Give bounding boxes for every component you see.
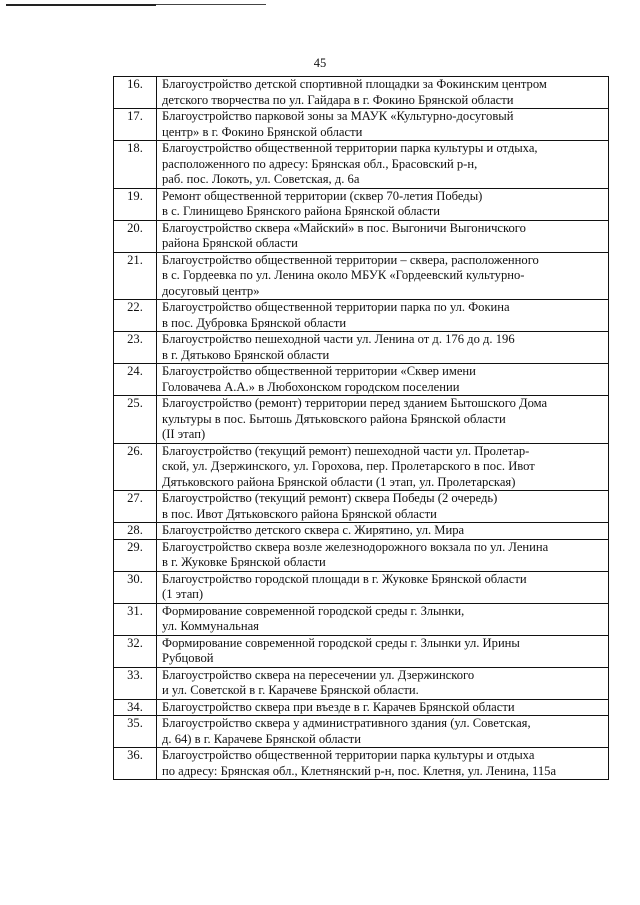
row-number: 18. bbox=[114, 141, 157, 189]
table-row bbox=[114, 364, 609, 396]
row-number: 35. bbox=[114, 716, 157, 748]
row-number: 28. bbox=[114, 523, 157, 540]
table-row bbox=[114, 603, 609, 635]
table-row bbox=[114, 748, 609, 780]
row-number: 31. bbox=[114, 603, 157, 635]
table-row bbox=[114, 443, 609, 491]
row-description: Благоустройство городской площади в г. Жуковке Брянской области (1 этап) bbox=[157, 571, 609, 603]
row-description: Благоустройство сквера у административного здания (ул. Советская, д. 64) в г. Карачеве Брянской области bbox=[157, 716, 609, 748]
row-description: Благоустройство общественной территории парка культуры и отдыха по адресу: Брянская обл., Клетнянский р-н, пос. Клетня, ул. Ленина, 115а bbox=[157, 748, 609, 780]
row-description: Благоустройство общественной территории парка по ул. Фокина в пос. Дубровка Брянской области bbox=[157, 300, 609, 332]
row-number: 23. bbox=[114, 332, 157, 364]
row-number: 22. bbox=[114, 300, 157, 332]
row-description: Благоустройство сквера «Майский» в пос. Выгоничи Выгоничского района Брянской области bbox=[157, 220, 609, 252]
row-number: 17. bbox=[114, 109, 157, 141]
table-row bbox=[114, 252, 609, 300]
table-row bbox=[114, 571, 609, 603]
table-row bbox=[114, 77, 609, 109]
row-description: Благоустройство сквера на пересечении ул. Дзержинского и ул. Советской в г. Карачеве Брянской области. bbox=[157, 667, 609, 699]
row-description: Благоустройство (ремонт) территории перед зданием Бытошского Дома культуры в пос. Бытошь Дятьковского района Брянской области (II этап) bbox=[157, 396, 609, 444]
row-number: 20. bbox=[114, 220, 157, 252]
row-number: 21. bbox=[114, 252, 157, 300]
row-description: Благоустройство (текущий ремонт) сквера Победы (2 очередь) в пос. Ивот Дятьковского района Брянской области bbox=[157, 491, 609, 523]
row-number: 24. bbox=[114, 364, 157, 396]
page-number: 45 bbox=[313, 56, 327, 70]
row-number: 27. bbox=[114, 491, 157, 523]
table-row bbox=[114, 716, 609, 748]
row-description: Благоустройство сквера возле железнодорожного вокзала по ул. Ленина в г. Жуковке Брянской области bbox=[157, 539, 609, 571]
table-row bbox=[114, 539, 609, 571]
table-row bbox=[114, 109, 609, 141]
table-row bbox=[114, 188, 609, 220]
table-row bbox=[114, 141, 609, 189]
projects-table bbox=[113, 76, 609, 780]
row-description: Благоустройство общественной территории парка культуры и отдыха, расположенного по адресу: Брянская обл., Брасовский р-н, раб. пос. Локоть, ул. Советская, д. 6а bbox=[157, 141, 609, 189]
row-description: Благоустройство сквера при въезде в г. Карачев Брянской области bbox=[157, 699, 609, 716]
row-description: Благоустройство пешеходной части ул. Ленина от д. 176 до д. 196 в г. Дятьково Брянской области bbox=[157, 332, 609, 364]
row-number: 34. bbox=[114, 699, 157, 716]
row-number: 29. bbox=[114, 539, 157, 571]
table-row bbox=[114, 667, 609, 699]
row-description: Формирование современной городской среды г. Злынки, ул. Коммунальная bbox=[157, 603, 609, 635]
row-number: 26. bbox=[114, 443, 157, 491]
row-number: 36. bbox=[114, 748, 157, 780]
table-row bbox=[114, 491, 609, 523]
row-number: 16. bbox=[114, 77, 157, 109]
table-row bbox=[114, 523, 609, 540]
header-rule-thin bbox=[156, 4, 266, 5]
table-row bbox=[114, 220, 609, 252]
row-description: Благоустройство детской спортивной площадки за Фокинским центром детского творчества по ул. Гайдара в г. Фокино Брянской области bbox=[157, 77, 609, 109]
row-description: Благоустройство общественной территории – сквера, расположенного в с. Гордеевка по ул. Ленина около МБУК «Гордеевский культурно- досуговый центр» bbox=[157, 252, 609, 300]
row-description: Благоустройство (текущий ремонт) пешеходной части ул. Пролетар- ской, ул. Дзержинского, ул. Горохова, пер. Пролетарского в пос. Ивот Дятьковского района Брянской области (1 этап, ул. Пролетарская) bbox=[157, 443, 609, 491]
row-number: 30. bbox=[114, 571, 157, 603]
row-description: Благоустройство общественной территории «Сквер имени Головачева А.А.» в Любохонском городском поселении bbox=[157, 364, 609, 396]
table-row bbox=[114, 396, 609, 444]
table-row bbox=[114, 635, 609, 667]
table-row bbox=[114, 300, 609, 332]
row-description: Благоустройство детского сквера с. Жирятино, ул. Мира bbox=[157, 523, 609, 540]
row-description: Формирование современной городской среды г. Злынки ул. Ирины Рубцовой bbox=[157, 635, 609, 667]
projects-table-body bbox=[114, 77, 609, 780]
row-number: 33. bbox=[114, 667, 157, 699]
header-rule-thick bbox=[6, 4, 156, 6]
row-description: Ремонт общественной территории (сквер 70-летия Победы) в с. Глинищево Брянского района Брянской области bbox=[157, 188, 609, 220]
table-row bbox=[114, 699, 609, 716]
row-number: 19. bbox=[114, 188, 157, 220]
row-description: Благоустройство парковой зоны за МАУК «Культурно-досуговый центр» в г. Фокино Брянской области bbox=[157, 109, 609, 141]
row-number: 25. bbox=[114, 396, 157, 444]
row-number: 32. bbox=[114, 635, 157, 667]
table-row bbox=[114, 332, 609, 364]
